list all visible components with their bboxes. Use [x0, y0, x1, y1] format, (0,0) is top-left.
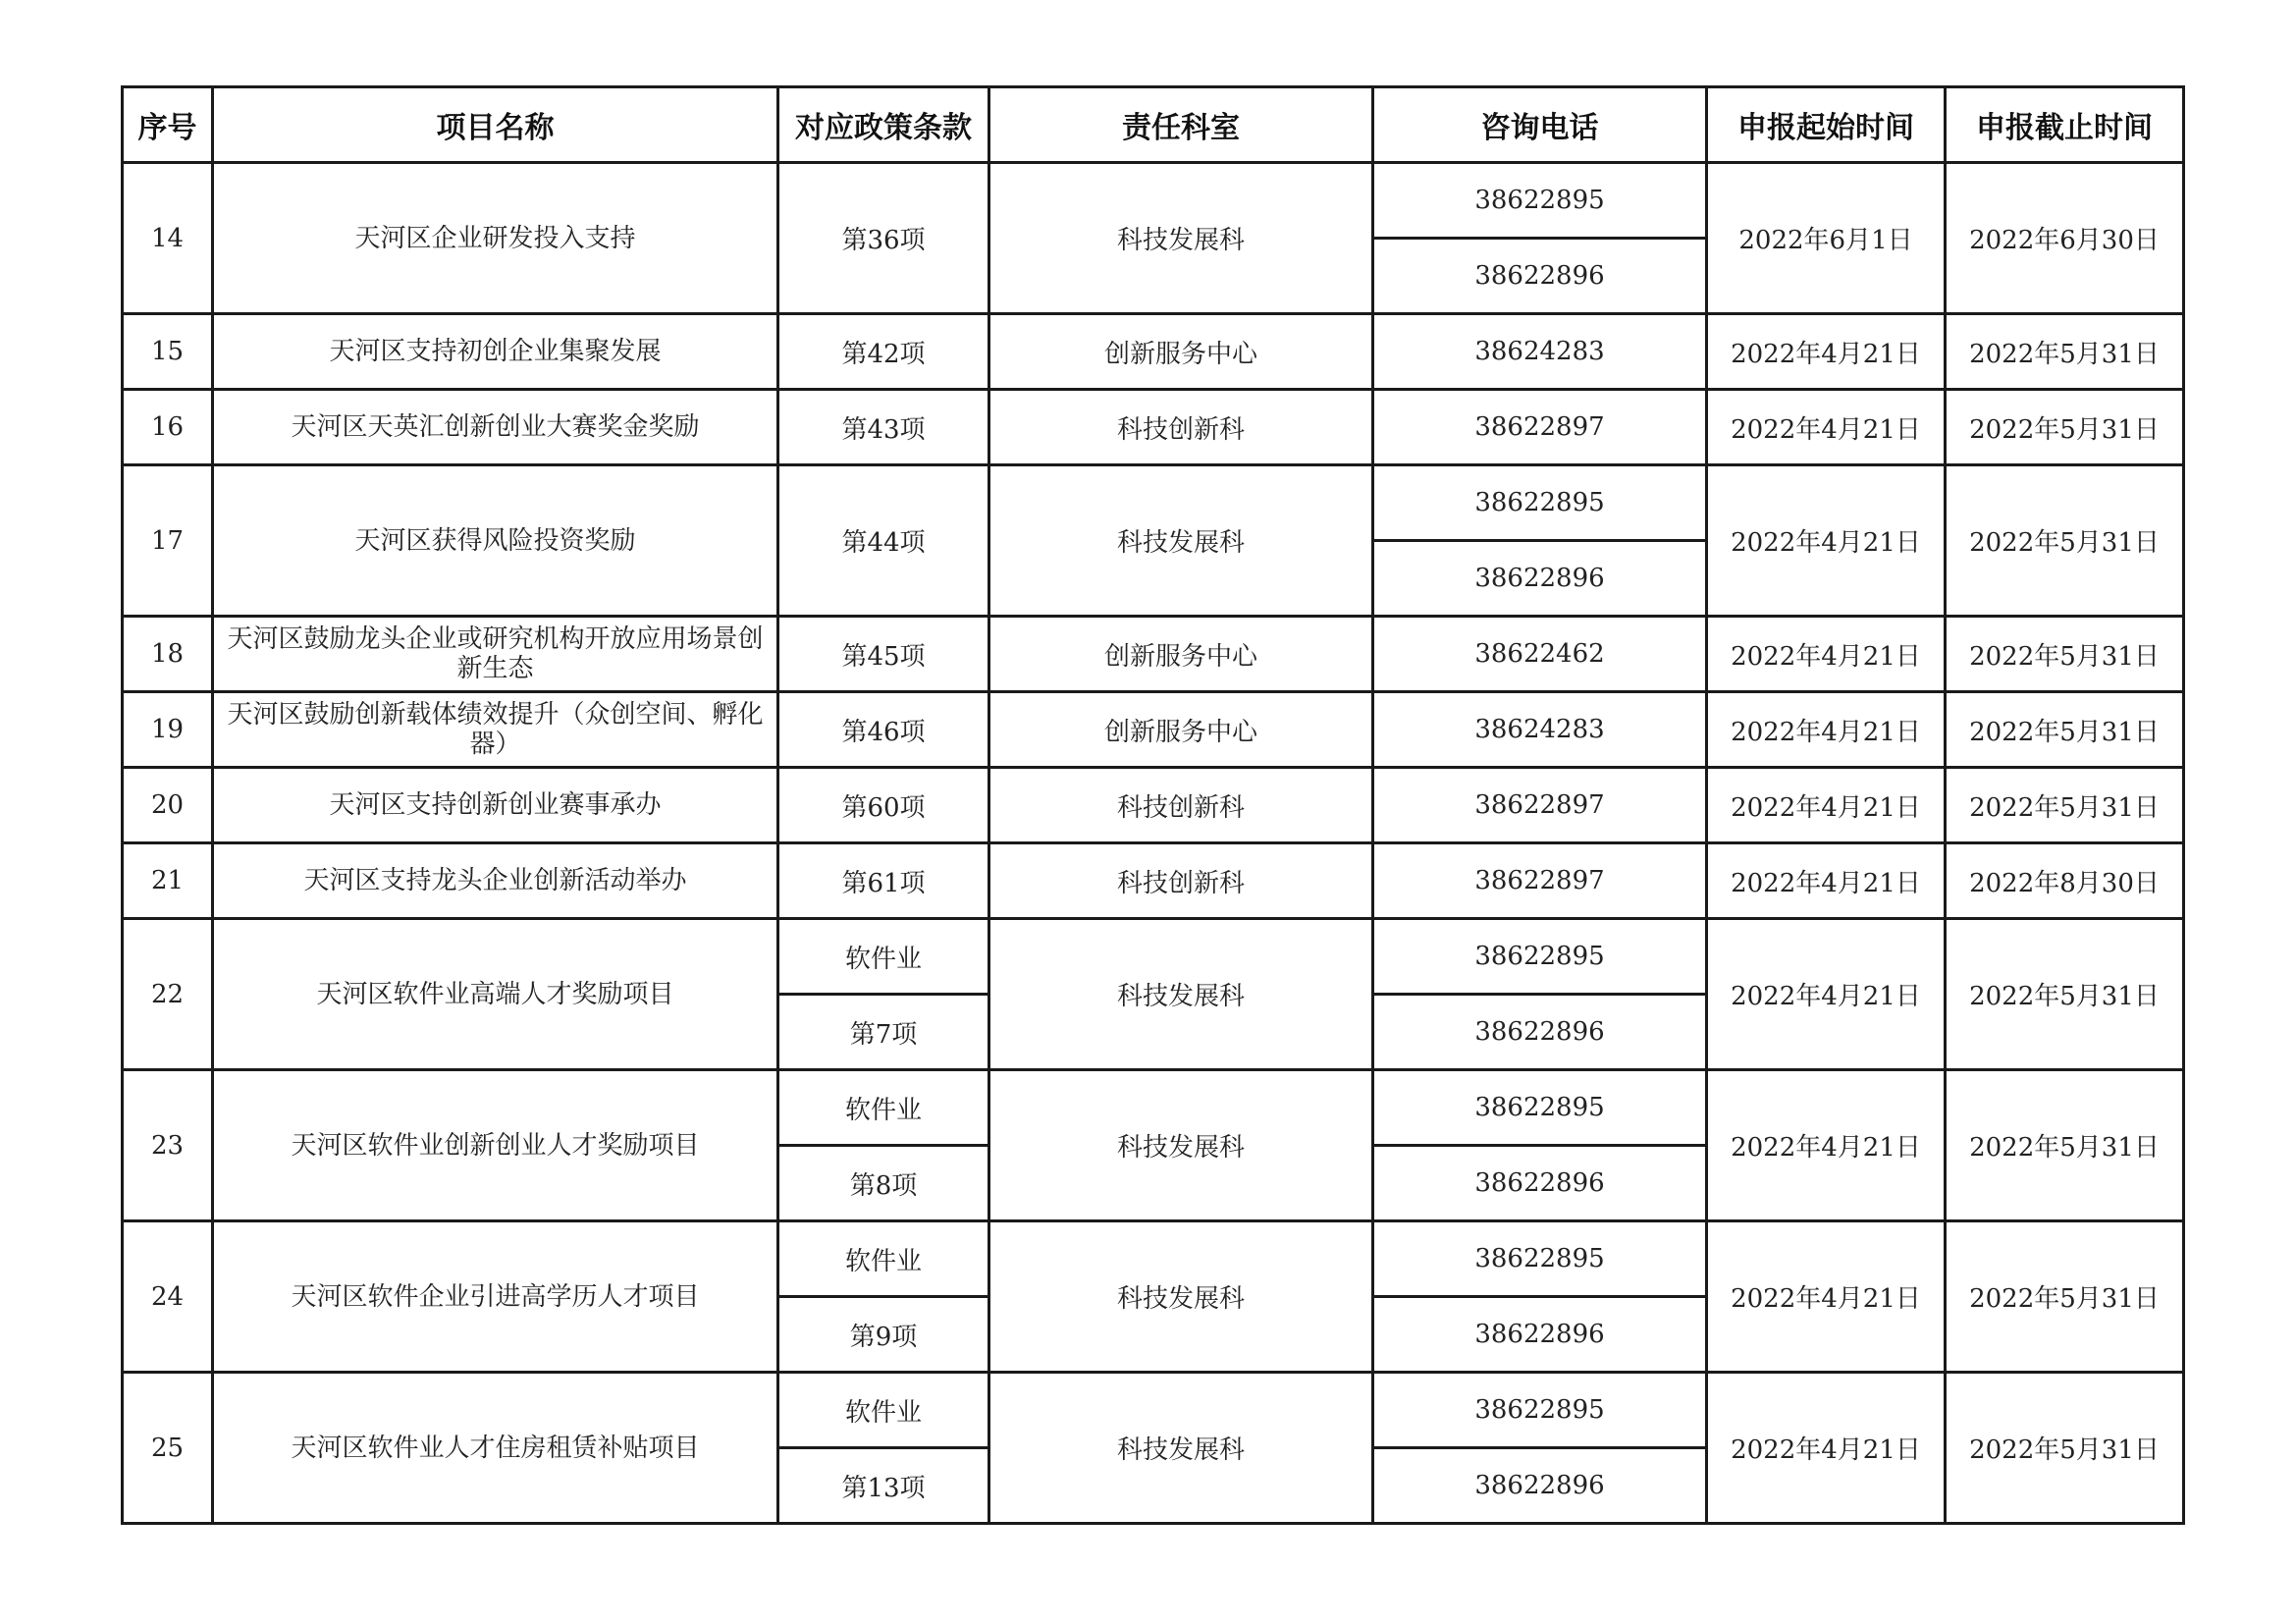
- cell-phone: 38622896: [1373, 239, 1707, 314]
- cell-department: 科技发展科: [989, 1373, 1373, 1524]
- cell-start-date: 2022年4月21日: [1707, 919, 1946, 1070]
- policy-table: [121, 85, 2185, 1525]
- cell-phone: 38624283: [1373, 692, 1707, 768]
- cell-department: 创新服务中心: [989, 692, 1373, 768]
- cell-start-date: 2022年4月21日: [1707, 692, 1946, 768]
- cell-no: 19: [123, 692, 213, 768]
- cell-phone: 38622897: [1373, 843, 1707, 919]
- header-start-date: 申报起始时间: [1707, 87, 1946, 163]
- cell-project-name: 天河区天英汇创新创业大赛奖金奖励: [213, 390, 778, 465]
- cell-department: 科技创新科: [989, 390, 1373, 465]
- cell-no: 17: [123, 465, 213, 617]
- cell-end-date: 2022年5月31日: [1946, 465, 2184, 617]
- cell-no: 14: [123, 163, 213, 314]
- cell-no: 23: [123, 1070, 213, 1221]
- cell-department: 科技创新科: [989, 843, 1373, 919]
- cell-clause: 第9项: [778, 1297, 989, 1373]
- cell-no: 20: [123, 768, 213, 843]
- cell-start-date: 2022年4月21日: [1707, 390, 1946, 465]
- cell-end-date: 2022年5月31日: [1946, 692, 2184, 768]
- cell-end-date: 2022年5月31日: [1946, 919, 2184, 1070]
- cell-department: 科技发展科: [989, 1070, 1373, 1221]
- cell-end-date: 2022年6月30日: [1946, 163, 2184, 314]
- cell-no: 16: [123, 390, 213, 465]
- cell-no: 24: [123, 1221, 213, 1373]
- table-row: [123, 919, 2184, 995]
- header-no: 序号: [123, 87, 213, 163]
- cell-start-date: 2022年4月21日: [1707, 843, 1946, 919]
- header-project-name: 项目名称: [213, 87, 778, 163]
- cell-no: 25: [123, 1373, 213, 1524]
- cell-clause: 软件业: [778, 1070, 989, 1146]
- table-row: [123, 163, 2184, 239]
- cell-no: 18: [123, 617, 213, 692]
- cell-project-name: 天河区支持创新创业赛事承办: [213, 768, 778, 843]
- cell-phone: 38622896: [1373, 1297, 1707, 1373]
- cell-project-name: 天河区鼓励龙头企业或研究机构开放应用场景创新生态: [213, 617, 778, 692]
- cell-phone: 38622897: [1373, 768, 1707, 843]
- cell-clause: 第13项: [778, 1448, 989, 1524]
- cell-phone: 38622462: [1373, 617, 1707, 692]
- cell-clause: 第43项: [778, 390, 989, 465]
- cell-project-name: 天河区支持龙头企业创新活动举办: [213, 843, 778, 919]
- cell-department: 科技发展科: [989, 1221, 1373, 1373]
- cell-phone: 38622895: [1373, 1373, 1707, 1448]
- cell-project-name: 天河区软件业高端人才奖励项目: [213, 919, 778, 1070]
- table-row: [123, 314, 2184, 390]
- cell-start-date: 2022年4月21日: [1707, 465, 1946, 617]
- table-row: [123, 617, 2184, 692]
- cell-clause: 软件业: [778, 1373, 989, 1448]
- cell-end-date: 2022年5月31日: [1946, 1070, 2184, 1221]
- cell-clause: 第44项: [778, 465, 989, 617]
- cell-project-name: 天河区软件业人才住房租赁补贴项目: [213, 1373, 778, 1524]
- cell-end-date: 2022年5月31日: [1946, 1221, 2184, 1373]
- cell-clause: 第46项: [778, 692, 989, 768]
- cell-clause: 第36项: [778, 163, 989, 314]
- cell-department: 创新服务中心: [989, 314, 1373, 390]
- cell-project-name: 天河区企业研发投入支持: [213, 163, 778, 314]
- table-row: [123, 692, 2184, 768]
- table-row: [123, 843, 2184, 919]
- table-row: [123, 1070, 2184, 1146]
- cell-clause: 软件业: [778, 1221, 989, 1297]
- header-end-date: 申报截止时间: [1946, 87, 2184, 163]
- cell-clause: 第61项: [778, 843, 989, 919]
- header-row: [123, 87, 2184, 163]
- cell-end-date: 2022年5月31日: [1946, 390, 2184, 465]
- cell-start-date: 2022年4月21日: [1707, 1070, 1946, 1221]
- cell-start-date: 2022年4月21日: [1707, 768, 1946, 843]
- header-phone: 咨询电话: [1373, 87, 1707, 163]
- cell-start-date: 2022年4月21日: [1707, 1373, 1946, 1524]
- cell-phone: 38622895: [1373, 919, 1707, 995]
- cell-no: 21: [123, 843, 213, 919]
- cell-phone: 38622895: [1373, 1221, 1707, 1297]
- cell-phone: 38622897: [1373, 390, 1707, 465]
- table-row: [123, 465, 2184, 541]
- cell-project-name: 天河区软件企业引进高学历人才项目: [213, 1221, 778, 1373]
- cell-phone: 38622895: [1373, 465, 1707, 541]
- cell-end-date: 2022年5月31日: [1946, 1373, 2184, 1524]
- cell-project-name: 天河区获得风险投资奖励: [213, 465, 778, 617]
- cell-no: 22: [123, 919, 213, 1070]
- table-row: [123, 768, 2184, 843]
- cell-phone: 38624283: [1373, 314, 1707, 390]
- cell-clause: 软件业: [778, 919, 989, 995]
- cell-end-date: 2022年5月31日: [1946, 617, 2184, 692]
- cell-department: 科技发展科: [989, 465, 1373, 617]
- cell-clause: 第42项: [778, 314, 989, 390]
- cell-clause: 第45项: [778, 617, 989, 692]
- header-department: 责任科室: [989, 87, 1373, 163]
- cell-start-date: 2022年4月21日: [1707, 617, 1946, 692]
- cell-department: 科技创新科: [989, 768, 1373, 843]
- cell-phone: 38622896: [1373, 995, 1707, 1070]
- table-row: [123, 1373, 2184, 1448]
- cell-clause: 第60项: [778, 768, 989, 843]
- cell-department: 创新服务中心: [989, 617, 1373, 692]
- cell-phone: 38622896: [1373, 1146, 1707, 1221]
- cell-clause: 第8项: [778, 1146, 989, 1221]
- header-policy-clause: 对应政策条款: [778, 87, 989, 163]
- cell-phone: 38622895: [1373, 1070, 1707, 1146]
- cell-phone: 38622896: [1373, 541, 1707, 617]
- cell-no: 15: [123, 314, 213, 390]
- cell-phone: 38622895: [1373, 163, 1707, 239]
- cell-start-date: 2022年4月21日: [1707, 1221, 1946, 1373]
- cell-start-date: 2022年6月1日: [1707, 163, 1946, 314]
- table-row: [123, 390, 2184, 465]
- cell-start-date: 2022年4月21日: [1707, 314, 1946, 390]
- cell-department: 科技发展科: [989, 163, 1373, 314]
- cell-end-date: 2022年8月30日: [1946, 843, 2184, 919]
- cell-project-name: 天河区软件业创新创业人才奖励项目: [213, 1070, 778, 1221]
- table-row: [123, 1221, 2184, 1297]
- cell-department: 科技发展科: [989, 919, 1373, 1070]
- cell-end-date: 2022年5月31日: [1946, 768, 2184, 843]
- cell-project-name: 天河区支持初创企业集聚发展: [213, 314, 778, 390]
- cell-phone: 38622896: [1373, 1448, 1707, 1524]
- cell-clause: 第7项: [778, 995, 989, 1070]
- cell-project-name: 天河区鼓励创新载体绩效提升（众创空间、孵化器）: [213, 692, 778, 768]
- cell-end-date: 2022年5月31日: [1946, 314, 2184, 390]
